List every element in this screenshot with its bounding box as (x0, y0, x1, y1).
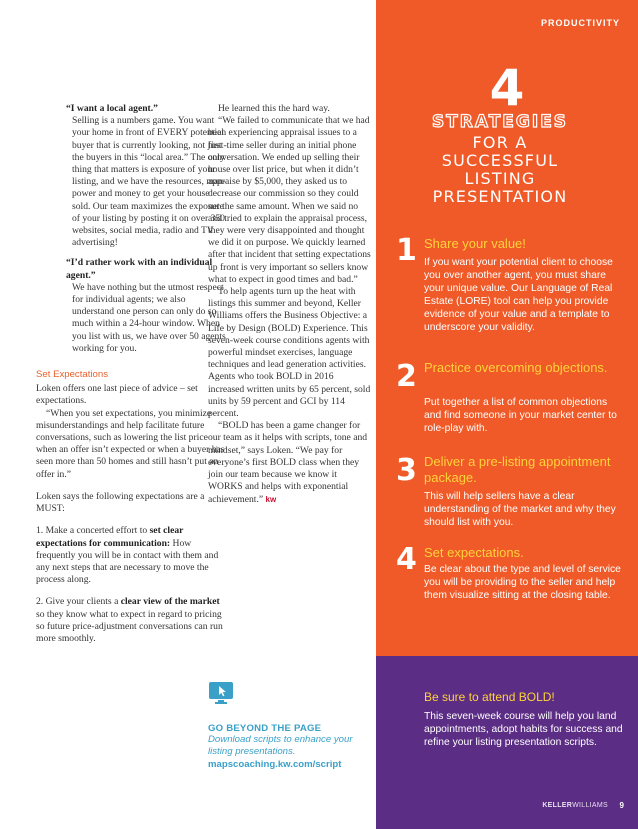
screen-cursor-icon (208, 681, 234, 705)
bold-callout (376, 656, 638, 829)
section-heading-set-expectations: Set Expectations (36, 369, 108, 381)
strategy-heading: Share your value! (424, 236, 526, 251)
sidebar-title-strategies: STRATEGIES (431, 112, 569, 132)
article-column-2 (208, 103, 371, 506)
paragraph: “BOLD has been a game changer for our team as it helps with scripts, tone and mindset,” says Loken. “We pay for everyone’s first BOLD class when they join our team because we know it WORKS and helps with exponential achievement.” kw (208, 420, 368, 505)
bold-callout-heading: Be sure to attend BOLD! (424, 690, 555, 704)
strategy-text: Be clear about the type and level of service you will be providing to the seller and help them visualize sitting at the closing table. (424, 564, 621, 601)
quote-body: Selling is a numbers game. You want your home in front of EVERY potential buyer that is currently looking, not just the buyers in this “local area.” The only thing that matters is exposure of your listing, and we have the resources, man-power and money to get your house sold. Our team maximizes the exposure of your listing by posting it on over 350 websites, social media, radio and TV advertising! (72, 115, 226, 249)
kw-logo-mark: kw (265, 494, 277, 504)
strategy-number: 2 (396, 359, 417, 394)
sidebar-title: FOR A SUCCESSFUL LISTING PRESENTATION (432, 133, 568, 206)
article-column-1 (36, 103, 226, 645)
paragraph: Loken offers one last piece of advice – set expectations. (36, 383, 198, 407)
scripts-link[interactable]: mapscoaching.kw.com/script (208, 758, 342, 770)
strategy-heading: Set expectations. (424, 545, 524, 560)
paragraph: To help agents turn up the heat with listings this summer and beyond, Keller Williams offers the Business Objective: a Life by Design (BOLD) Experience. This seven-week course conditions agents with powerful mindset exercises, language techniques and lead generation activities. Agents who took BOLD in 2016 increased written units by 65 percent, sold units by 59 percent and GCI by 114 percent. (208, 286, 371, 420)
page-number: 9 (619, 801, 624, 810)
quote-heading: “I want a local agent.” (66, 103, 158, 114)
objection-quote-local-agent (66, 103, 226, 249)
objection-quote-individual-agent (66, 257, 226, 355)
keller-williams-logo: KELLERWILLIAMS (542, 802, 608, 809)
strategy-number: 3 (396, 453, 417, 488)
bold-callout-text: This seven-week course will help you land appointments, adopt habits for success and refine your listing presentation scripts. (424, 711, 623, 748)
go-beyond-text: Download scripts to enhance your listing presentations. (208, 734, 353, 758)
quote-body: We have nothing but the utmost respect for individual agents; we also understand one person can only do so much within a 24-hour window. When you list with us, we have over 50 agents working for you. (72, 281, 226, 354)
paragraph: “We failed to communicate that we had been experiencing appraisal issues to a first-time seller during an initial phone conversation. We ended up selling their house over list price, but when it didn’t appraise by $5,000, they asked us to decrease our commission so they could net the same amount. When we said no and tried to explain the appraisal process, they were very disappointed and thought we did it on purpose. We quickly learned after that incident that setting expectations up front is very important so sellers know what to expect in good times and bad.” (208, 115, 371, 285)
strategy-heading: Practice overcoming objections. (424, 360, 608, 375)
paragraph: Loken says the following expectations are a MUST: (36, 490, 205, 515)
strategy-text: Put together a list of common objections and find someone in your market center to role-play with. (424, 397, 617, 434)
paragraph: He learned this the hard way. (218, 103, 330, 114)
go-beyond-the-page (208, 681, 368, 770)
strategy-heading: Deliver a pre-listing appointment package. (424, 454, 611, 485)
paragraph: “When you set expectations, you minimize misunderstandings and help facilitate future conversations, such as lowering the list price when an offer isn’t expected or when a buyer has seen more than 50 homes and still hasn’t put an offer in.” (36, 407, 225, 480)
big-number: 4 (489, 59, 525, 117)
section-label: PRODUCTIVITY (540, 18, 620, 28)
strategy-number: 1 (396, 233, 417, 268)
quote-heading: “I’d rather work with an individual agent.” (66, 257, 213, 281)
strategy-number: 4 (396, 542, 417, 577)
strategy-text: This will help sellers have a clear understanding of the market and why they should list with you. (424, 491, 616, 528)
expectation-item-1: 1. Make a concerted effort to set clear expectations for communication: How frequently you will be in contact with them and any next steps that are necessary to move the process along. (36, 525, 219, 586)
strategy-text: If you want your potential client to choose you over another agent, you must share your unique value. Our Language of Real Estate (LORE) tool can help you provide evidence of your value and a template to underscore your validity. (424, 257, 613, 333)
expectation-item-2: 2. Give your clients a clear view of the market so they know what to expect in regard to pricing so future price-adjustment conversations can run more smoothly. (36, 596, 223, 644)
go-beyond-title: GO BEYOND THE PAGE (208, 723, 322, 734)
strategies-sidebar (376, 0, 638, 656)
